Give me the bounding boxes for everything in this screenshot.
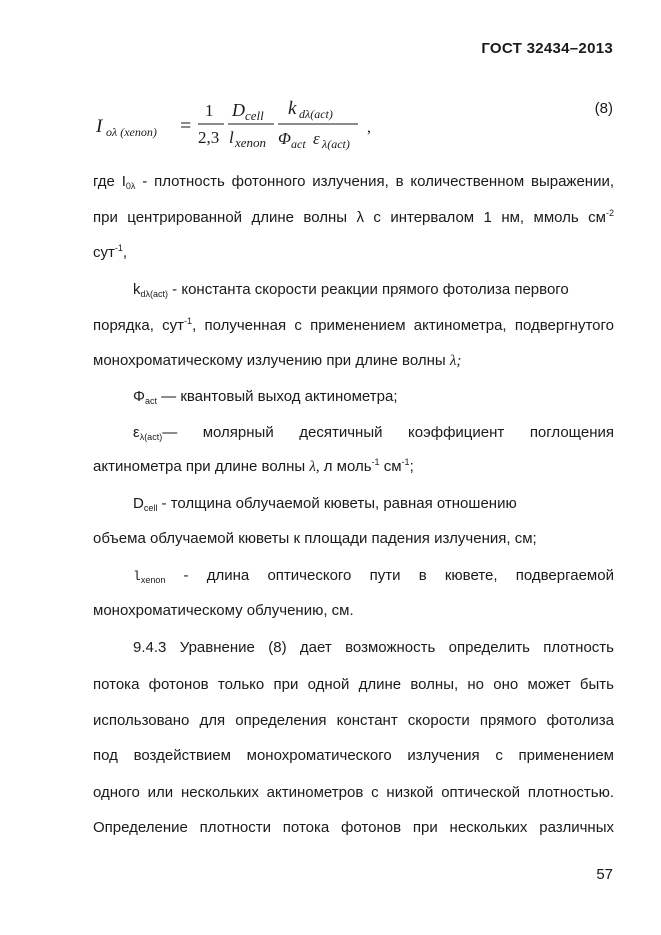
def-eps-line: $\varepsilon_{\lambda(act)}—$ молярный десятичный коэффициент поглощения: [133, 424, 614, 442]
formula-equals: =: [180, 115, 192, 137]
formula-frac2-num-sub: cell: [245, 108, 264, 123]
formula-frac3-num-sub: dλ(act): [299, 107, 333, 121]
formula-frac1-num: 1: [205, 101, 214, 120]
def-k-line: $k_{d\lambda(act)}$ - константа скорости реакции прямого фотолиза первого: [133, 281, 569, 299]
page-number: 57: [596, 866, 613, 883]
formula-frac1-den: 2,3: [198, 128, 220, 147]
formula-frac3-den-eps-sub: λ(act): [322, 137, 350, 151]
def-I0-line: где $I_{0\lambda}$ - плотность фотонного излучения, в количественном выражении,: [93, 173, 614, 191]
para-943-line2: потока фотонов только при одной длине волны, но оно может быть: [93, 676, 614, 693]
formula-frac3-num: k: [288, 98, 297, 119]
formula-lhs: I: [96, 116, 103, 137]
equation-number: (8): [594, 100, 613, 117]
def-I0-line2: при центрированной длине волны λ с интервалом 1 нм, ммоль $см^{-2}$: [93, 208, 614, 226]
formula-frac3-den-eps: ε: [313, 129, 320, 148]
def-k-line3: монохроматическому излучению при длине волны λ;: [93, 352, 462, 369]
def-I0-line3: сут$^{-1}$,: [93, 243, 128, 261]
def-eps-line2: актинометра при длине волны λ, л моль$^{-1}$ $см^{-1}$;: [93, 457, 414, 475]
formula-frac2-den-sub: xenon: [235, 135, 267, 150]
para-943-line3: использовано для определения констант скорости прямого фотолиза: [93, 712, 614, 729]
equation-8: [92, 92, 622, 162]
def-D-line2: объема облучаемой кюветы к площади падения излучения, см;: [93, 530, 537, 547]
standard-header: ГОСТ 32434–2013: [481, 40, 613, 57]
formula-frac3-den-phi: Φ: [278, 129, 291, 148]
para-943-line4: под воздействием монохроматического излучения с применением: [93, 747, 614, 764]
def-phi-line: $\Phi_{act}$ — квантовый выход актинометра;: [133, 388, 398, 406]
formula-comma: ,: [367, 119, 371, 136]
def-D-line: $D_{cell}$ - толщина облучаемой кюветы, равная отношению: [133, 495, 517, 513]
para-943-line1: 9.4.3 Уравнение (8) дает возможность определить плотность: [133, 639, 614, 656]
para-943-line6: Определение плотности потока фотонов при нескольких различных: [93, 819, 614, 836]
def-k-line2: порядка, сут$^{-1}$, полученная с применением актинометра, подвергнутого: [93, 316, 614, 334]
formula-frac3-den-phi-sub: act: [291, 137, 306, 151]
def-l-line: $l_{xenon}$ - длина оптического пути в кювете, подвергаемой: [133, 567, 614, 585]
formula-lhs-sub: oλ (xenon): [106, 125, 157, 139]
def-l-line2: монохроматическому облучению, см.: [93, 602, 354, 619]
formula-frac2-num: D: [232, 100, 245, 120]
para-943-line5: одного или нескольких актинометров с низкой оптической плотностью.: [93, 784, 614, 801]
formula-frac2-den: l: [229, 128, 234, 147]
